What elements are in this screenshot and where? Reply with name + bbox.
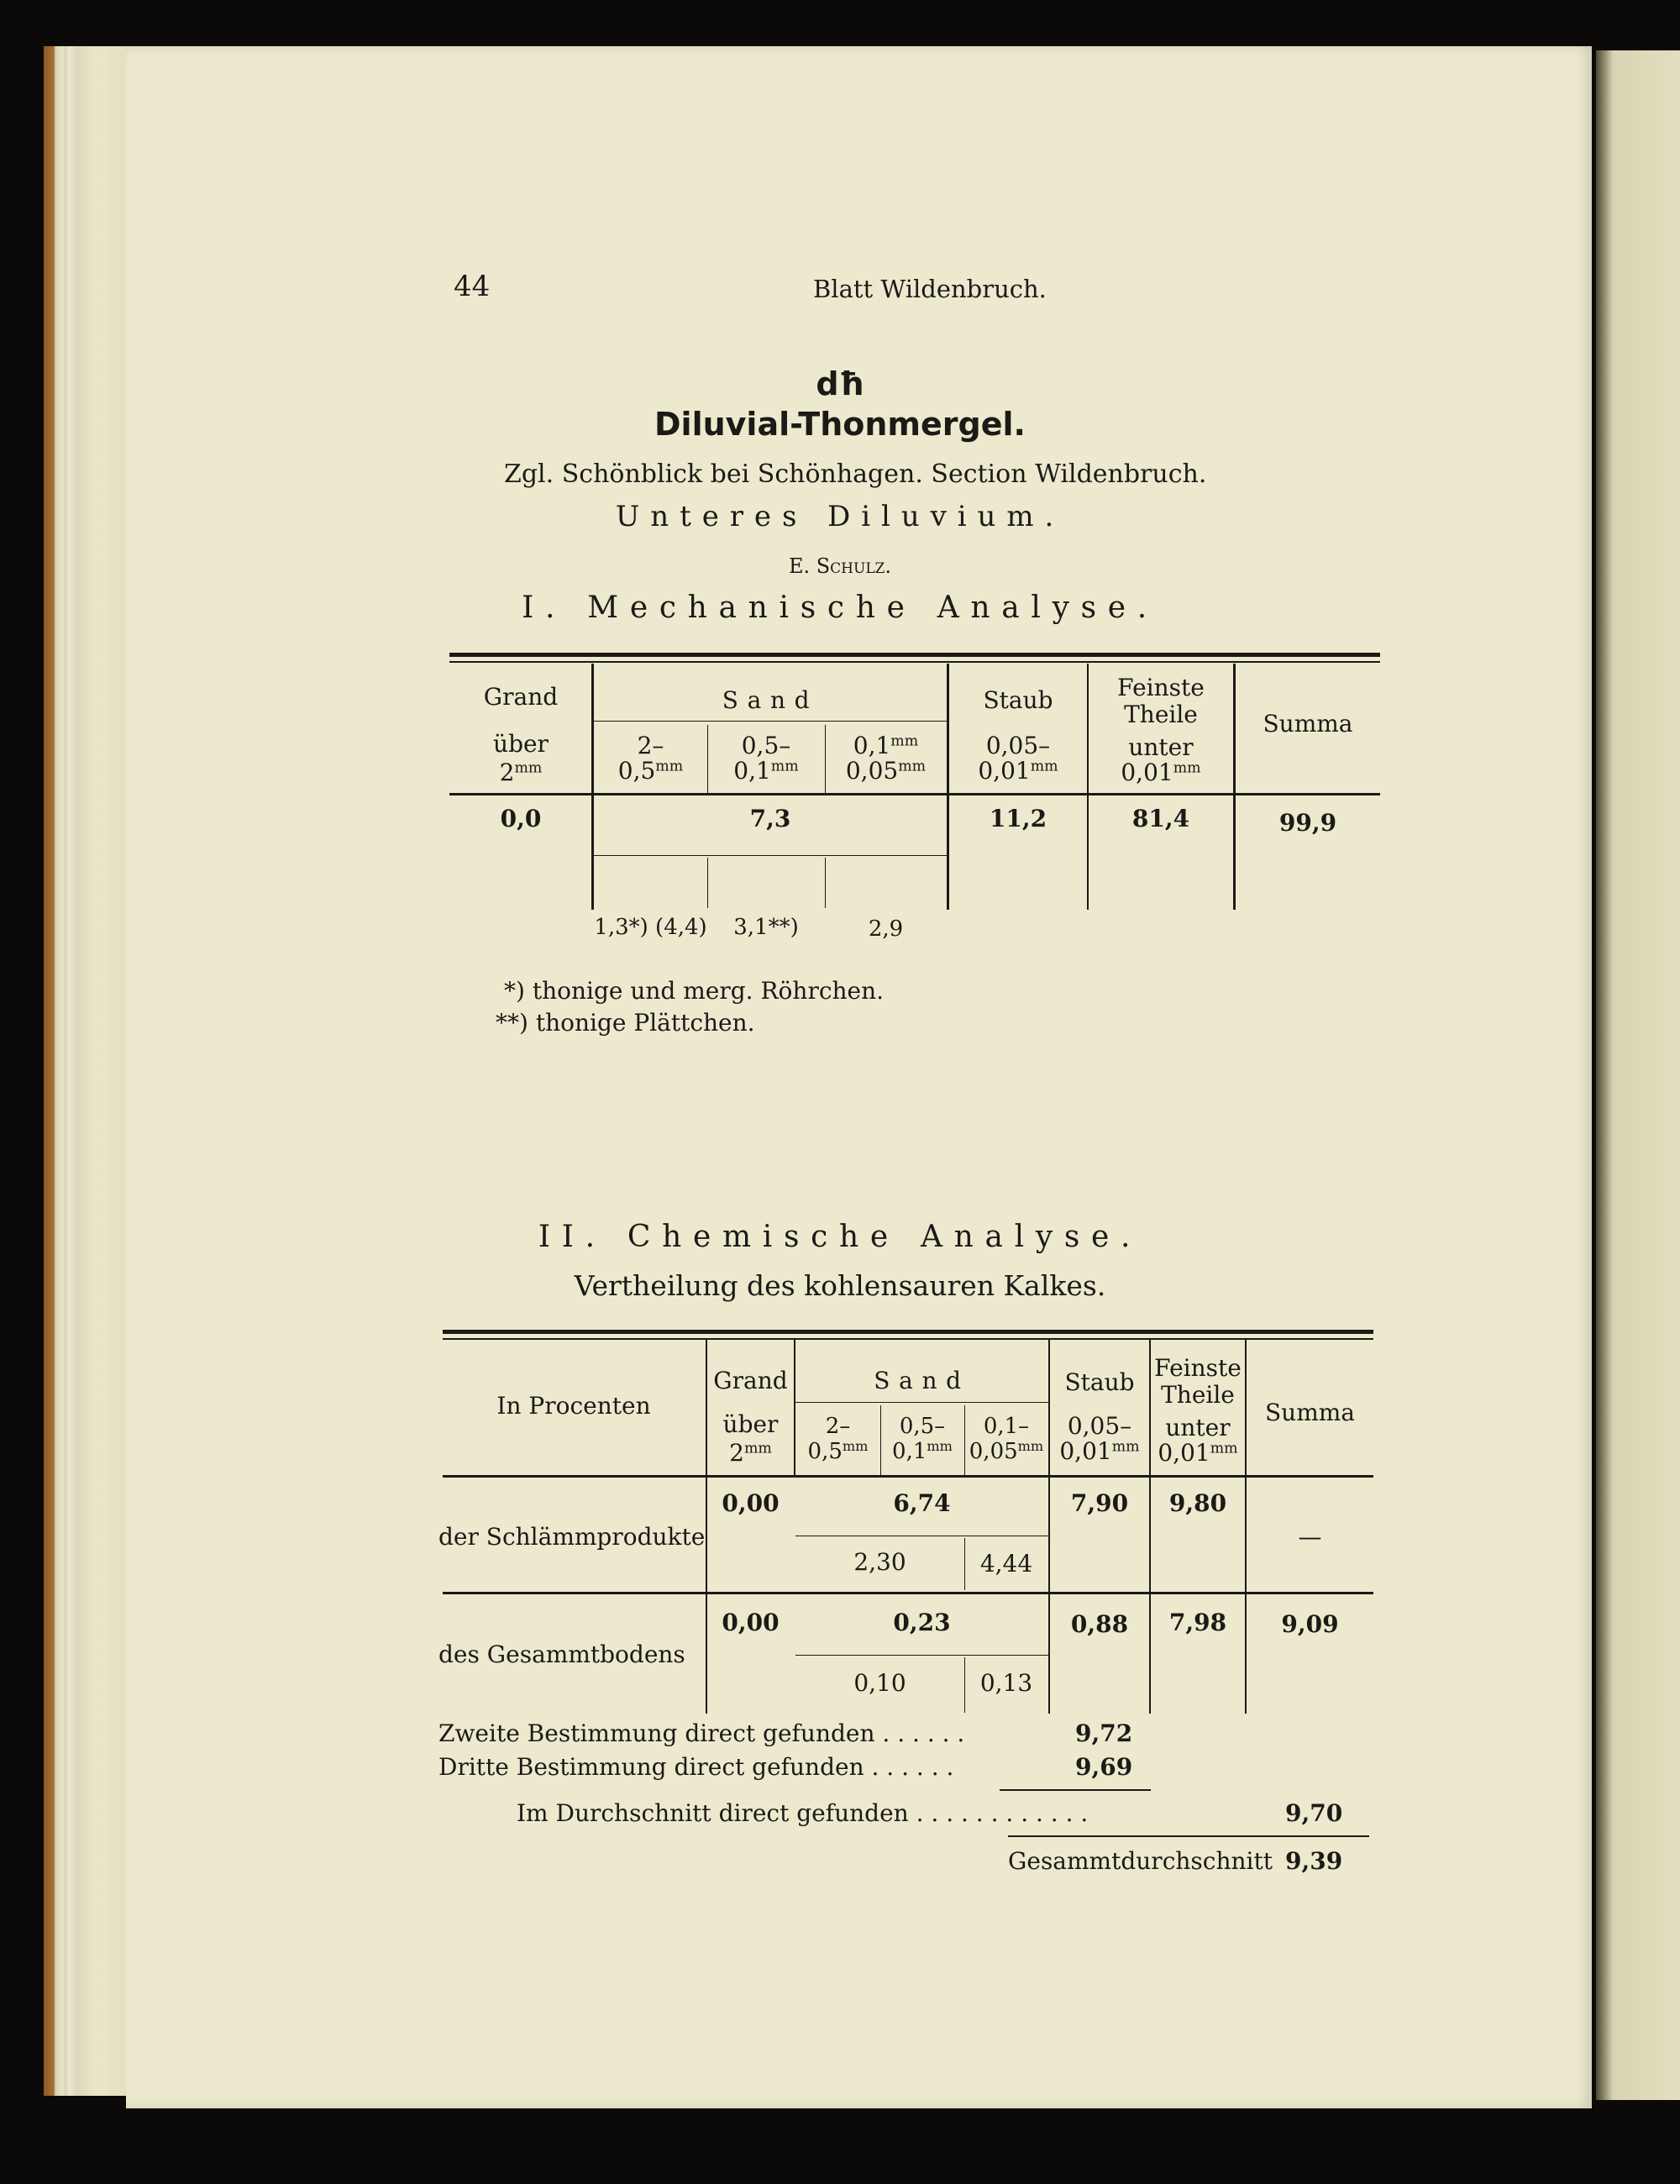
- mech-sand-sub-1: 2– $0,5^{mm}$: [617, 732, 684, 785]
- chem-col-feinste: Feinste Theile: [1154, 1354, 1242, 1409]
- mech-sand-sub-3: $0,1^{mm}$ $0,05^{mm}$: [845, 732, 927, 785]
- chem-subheading: Vertheilung des kohlensauren Kalkes.: [574, 1269, 1106, 1302]
- gesammtdurchschnitt-value: 9,39: [1285, 1847, 1343, 1875]
- mech-col-feinste: Feinste Theile: [1117, 674, 1205, 728]
- mech-col-sand: Sand: [722, 686, 819, 714]
- chem-cell-feinste: 9,80: [1168, 1489, 1227, 1517]
- location-line: Zgl. Schönblick bei Schönhagen. Section Wildenbruch.: [504, 459, 1207, 489]
- gesammtdurchschnitt-label: Gesammtdurchschnitt: [1008, 1847, 1273, 1875]
- mech-col-staub: Staub: [983, 686, 1053, 714]
- chem-cell-sand-b: 4,44: [979, 1550, 1033, 1578]
- chem-cell-grand: 0,00: [722, 1489, 780, 1517]
- chem-col-summa: Summa: [1264, 1399, 1355, 1426]
- mech-col-grand: Grand: [483, 683, 559, 711]
- mech-value-grand: 0,0: [500, 805, 542, 832]
- mech-col-staub-sub: 0,05– $0,01^{mm}$: [978, 732, 1058, 785]
- chem-row-label: des Gesammtbodens: [438, 1641, 685, 1668]
- chem-cell-sand-b: 0,13: [979, 1669, 1033, 1697]
- chem-sand-sub-3: 0,1– $0,05^{mm}$: [969, 1414, 1044, 1464]
- book-page: [126, 46, 1592, 2108]
- chem-heading: II. Chemische Analyse.: [538, 1220, 1142, 1254]
- mech-col-feinste-sub: unter $0,01^{mm}$: [1121, 733, 1201, 786]
- mech-sand-detail-1: 1,3*) (4,4): [594, 915, 707, 940]
- footnote-1: *) thonige und merg. Röhrchen.: [504, 977, 885, 1005]
- chem-col-staub-sub: 0,05– $0,01^{mm}$: [1059, 1412, 1140, 1465]
- mech-value-sand: 7,3: [749, 805, 791, 832]
- sum-underline: [1000, 1789, 1151, 1791]
- author-line: E. Schulz.: [788, 554, 892, 578]
- zweite-bestimmung-label: Zweite Bestimmung direct gefunden . . . . . .: [438, 1719, 965, 1747]
- mech-sand-sub-2: 0,5– $0,1^{mm}$: [733, 732, 799, 785]
- chem-col-grand: Grand: [713, 1367, 788, 1394]
- chem-cell-staub: 0,88: [1070, 1610, 1129, 1638]
- total-underline: [1008, 1835, 1369, 1837]
- chem-col-grand-sub: über $2^{mm}$: [722, 1410, 779, 1467]
- dritte-bestimmung-label: Dritte Bestimmung direct gefunden . . . . . .: [438, 1753, 954, 1781]
- mech-value-summa: 99,9: [1278, 809, 1337, 837]
- formation-line: Unteres Diluvium.: [615, 500, 1065, 533]
- chem-cell-sand: 6,74: [893, 1489, 951, 1517]
- chem-cell-sand: 0,23: [893, 1609, 951, 1636]
- mech-col-grand-sub: über $2^{mm}$: [493, 730, 549, 786]
- mech-value-staub: 11,2: [989, 805, 1047, 832]
- running-title: Blatt Wildenbruch.: [813, 275, 1047, 303]
- chem-cell-feinste: 7,98: [1168, 1609, 1227, 1636]
- mech-sand-detail-3: 2,9: [868, 916, 904, 942]
- page-title: Diluvial-Thonmergel.: [654, 406, 1026, 443]
- chem-cell-summa: —: [1298, 1523, 1322, 1551]
- mech-sand-detail-2: 3,1**): [733, 915, 799, 940]
- chem-cell-sand-a: 0,10: [853, 1669, 906, 1697]
- chem-col-sand: Sand: [874, 1367, 970, 1394]
- page-number: 44: [454, 270, 491, 303]
- mech-heading: I. Mechanische Analyse.: [522, 591, 1158, 625]
- chem-cell-summa: 9,09: [1281, 1610, 1339, 1638]
- chem-cell-grand: 0,00: [722, 1609, 780, 1636]
- footnote-2: **) thonige Plättchen.: [496, 1009, 755, 1037]
- chem-sand-sub-2: 0,5– $0,1^{mm}$: [892, 1414, 953, 1464]
- mech-col-summa: Summa: [1263, 710, 1353, 738]
- facing-page-edge: [1596, 50, 1680, 2100]
- chem-col-in-procenten: In Procenten: [496, 1392, 651, 1420]
- durchschnitt-value: 9,70: [1285, 1799, 1343, 1827]
- durchschnitt-label: Im Durchschnitt direct gefunden . . . . . . . . . . . .: [517, 1799, 1089, 1827]
- chem-col-feinste-sub: unter $0,01^{mm}$: [1158, 1414, 1238, 1467]
- chem-sand-sub-1: 2– $0,5^{mm}$: [807, 1414, 869, 1464]
- chem-row-label: der Schlämmprodukte: [438, 1523, 706, 1551]
- mech-value-feinste: 81,4: [1131, 805, 1190, 832]
- geologic-symbol: dħ: [816, 365, 864, 402]
- chem-col-staub: Staub: [1064, 1368, 1135, 1396]
- dritte-bestimmung-value: 9,69: [1075, 1753, 1133, 1781]
- chem-cell-staub: 7,90: [1070, 1489, 1129, 1517]
- zweite-bestimmung-value: 9,72: [1075, 1719, 1133, 1747]
- chem-cell-sand-a: 2,30: [853, 1548, 906, 1576]
